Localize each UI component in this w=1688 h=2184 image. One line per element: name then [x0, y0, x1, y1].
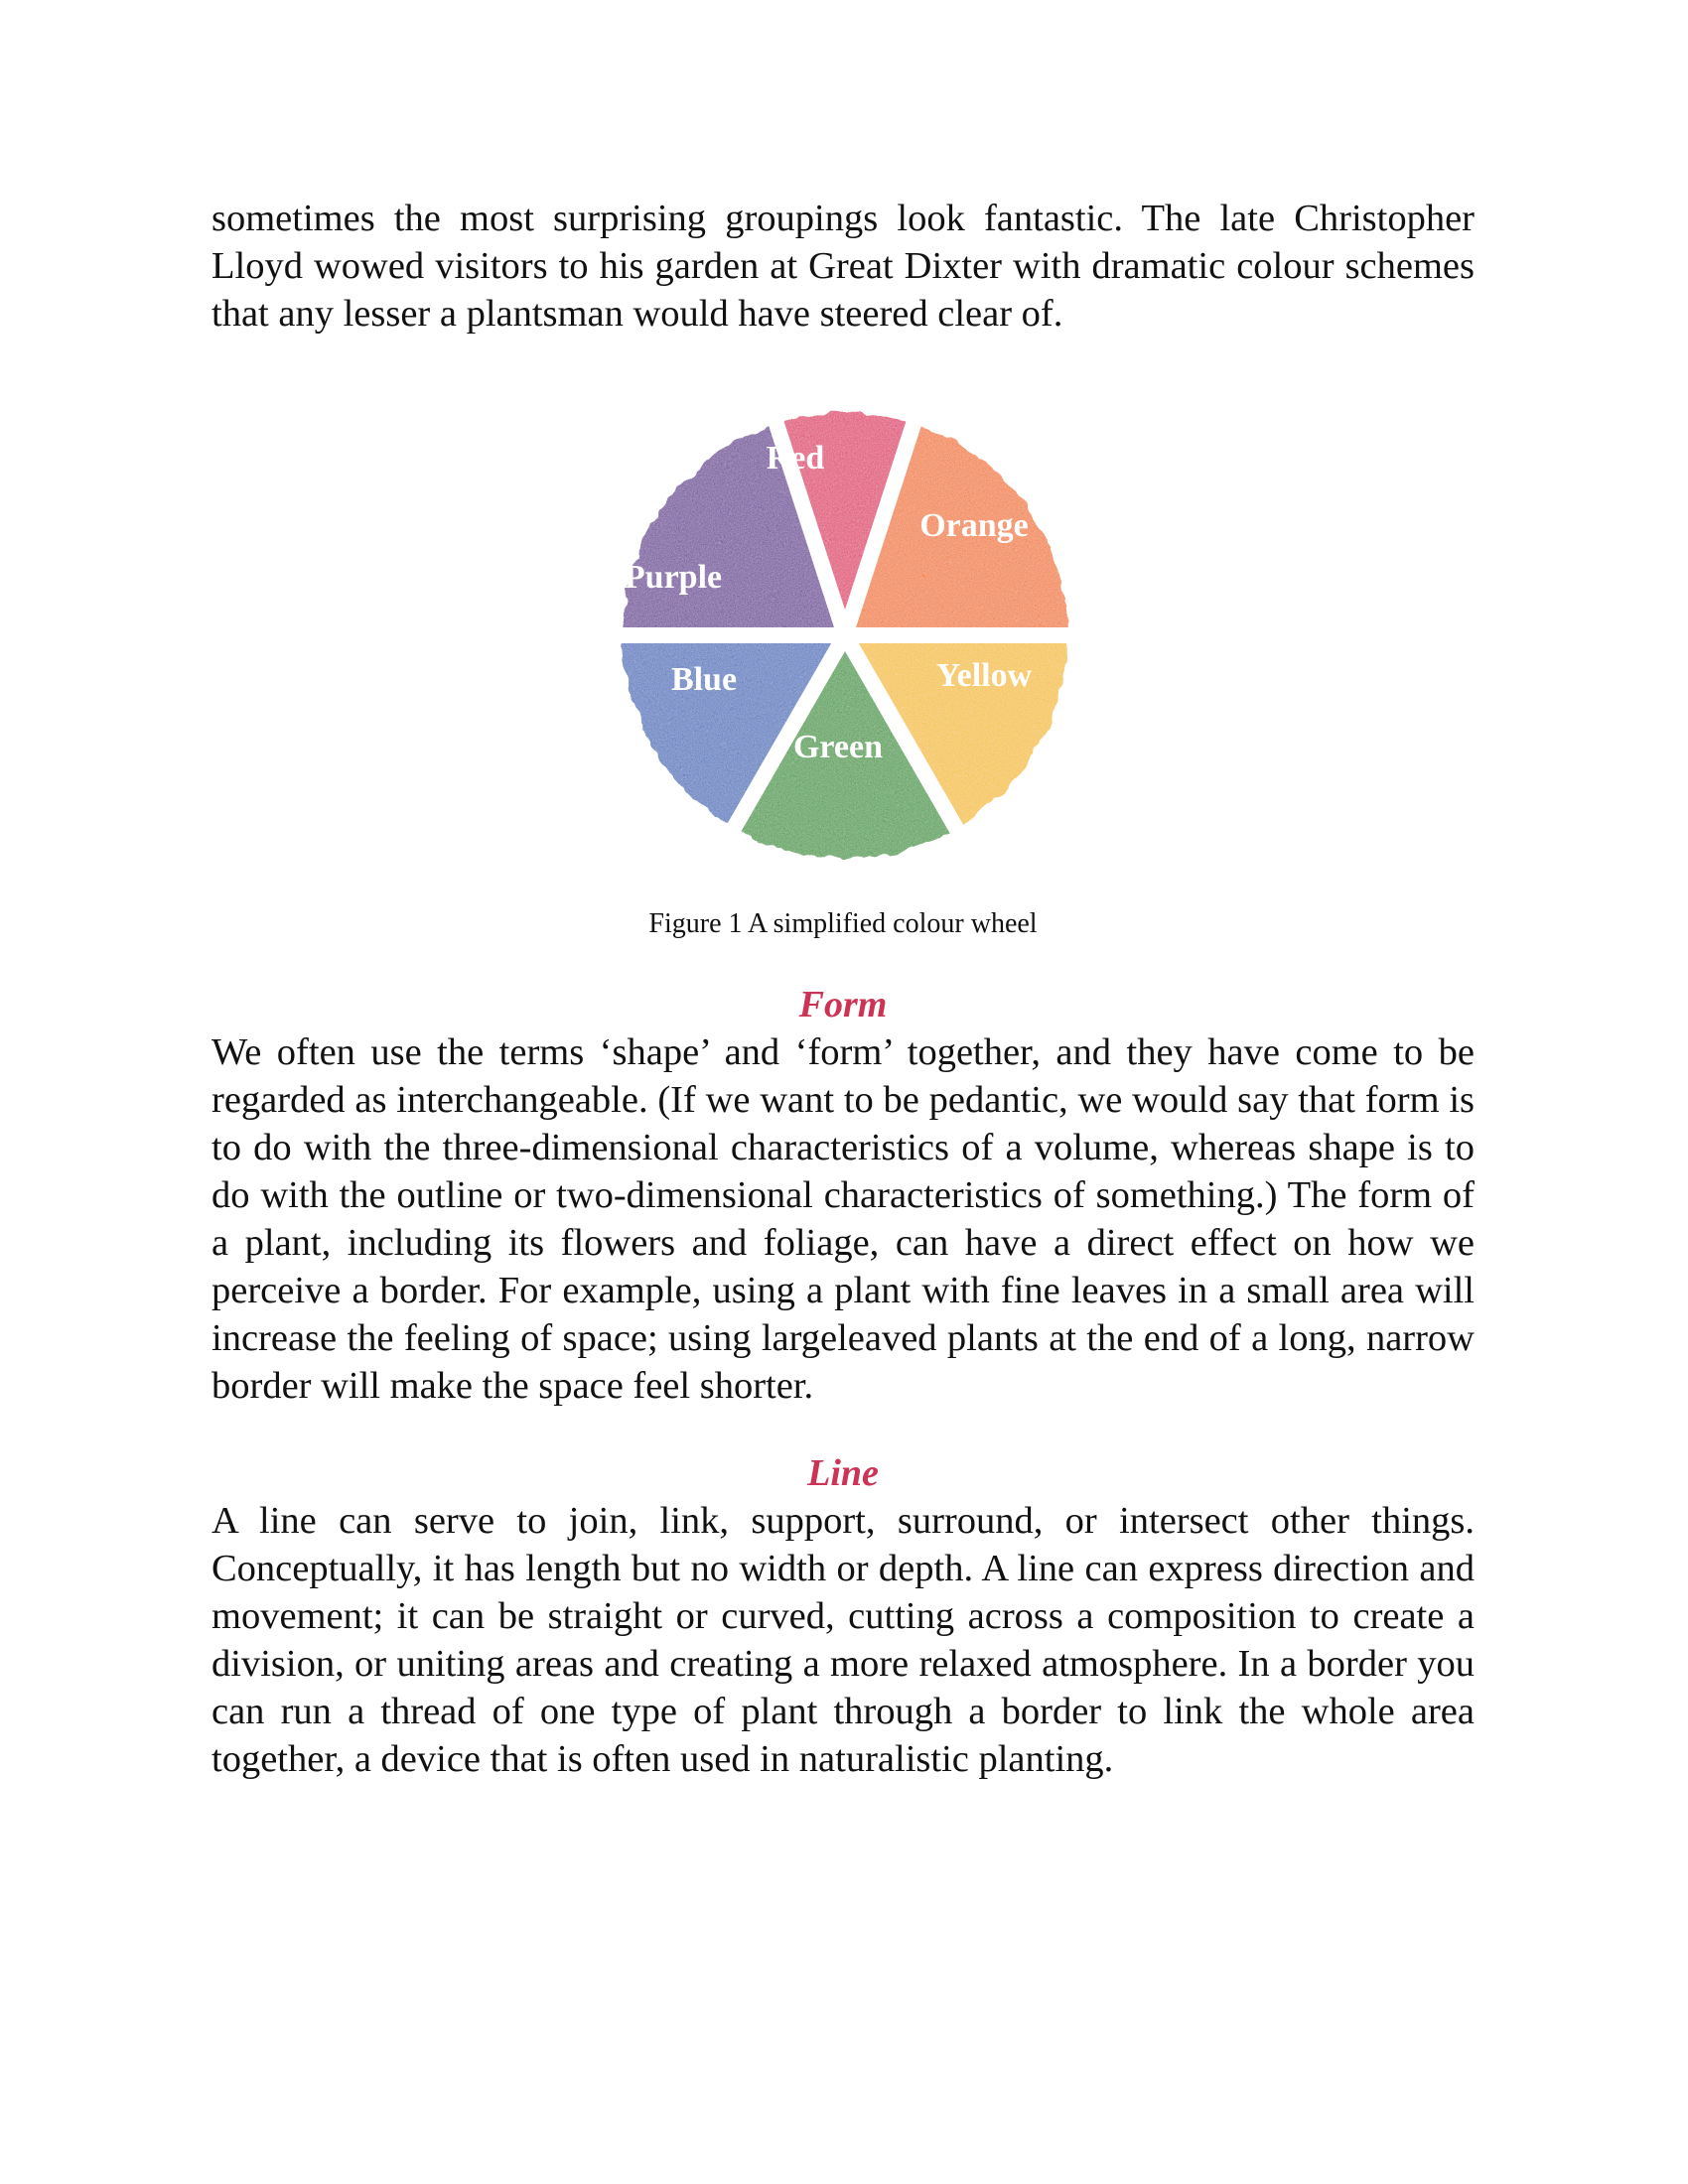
wheel-label-green: Green — [792, 729, 884, 765]
colour-wheel-figure — [211, 375, 1475, 941]
wheel-label-blue: Blue — [670, 661, 738, 698]
wheel-label-yellow: Yellow — [935, 657, 1033, 694]
intro-paragraph: sometimes the most surprising groupings look fantastic. The late Christopher Lloyd wowed visitors to his garden at Great Dixter with dramatic colour schemes that any lesser a plantsman would have steered clear of. — [211, 198, 1475, 335]
wheel-label-purple: Purple — [624, 559, 723, 596]
wheel-label-red: Red — [766, 440, 825, 477]
section-heading-line: Line — [807, 1452, 879, 1494]
line-paragraph: A line can serve to join, link, support, surround, or intersect other things. Conceptually, it has length but no width or depth. A line can express direction and movement; it can be straight or curved, cutting across a composition to create a division, or uniting areas and creating a more relaxed atmosphere. In a border you can run a thread of one type of plant through a border to link the whole area together, a device that is often used in naturalistic planting. — [211, 1500, 1475, 1780]
document-page — [211, 195, 1475, 1783]
colour-wheel — [597, 375, 1093, 891]
colour-wheel-graphic — [597, 375, 1093, 891]
wheel-label-orange: Orange — [919, 507, 1029, 544]
section-heading-form: Form — [798, 984, 888, 1025]
figure-caption: Figure 1 A simplified colour wheel — [648, 908, 1038, 939]
form-paragraph: We often use the terms ‘shape’ and ‘form’ together, and they have come to be regarded as interchangeable. (If we want to be pedantic, we would say that form is to do with the three-dimensional characteristics of a volume, whereas shape is to do with the outline or two-dimensional characteristics of something.) The form of a plant, including its flowers and foliage, can have a direct effect on how we perceive a border. For example, using a plant with fine leaves in a small area will increase the feeling of space; using largeleaved plants at the end of a long, narrow border will make the space feel shorter. — [211, 1031, 1475, 1407]
